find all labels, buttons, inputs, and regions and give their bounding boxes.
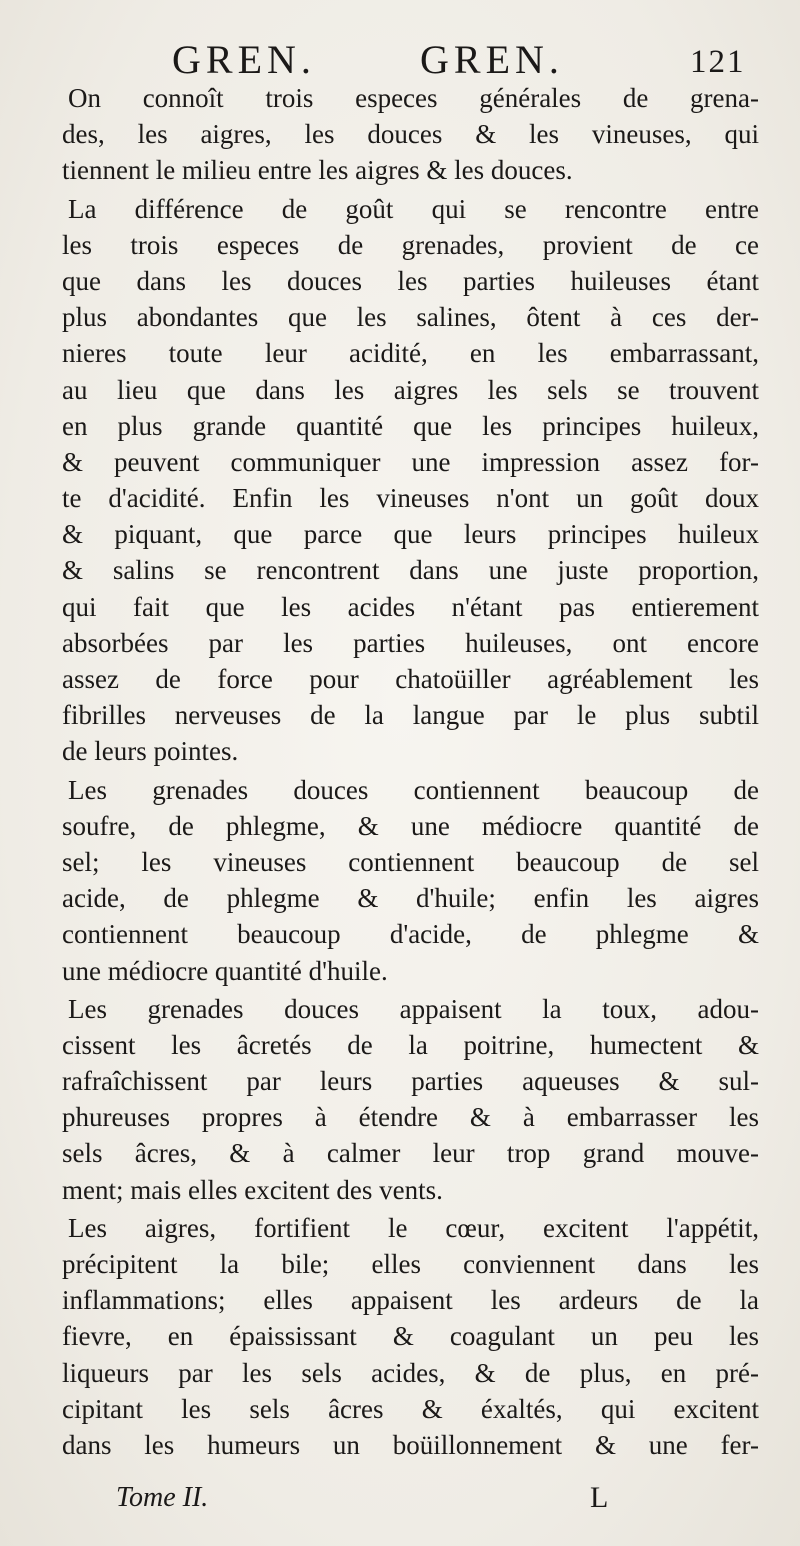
- text-line: liqueurs par les sels acides, & de plus, en pré-: [62, 1357, 759, 1388]
- signature-mark: L: [590, 1481, 609, 1514]
- text-line: Les aigres, fortifient le cœur, excitent l'appétit,: [68, 1212, 759, 1243]
- text-line: une médiocre quantité d'huile.: [62, 955, 388, 986]
- paragraph-species: [62, 80, 759, 189]
- running-head-left: GREN.: [172, 37, 316, 82]
- paragraph-sour-effects: [62, 1210, 759, 1463]
- text-line: en plus grande quantité que les principes huileux,: [62, 410, 759, 441]
- text-line: qui fait que les acides n'étant pas entierement: [62, 591, 759, 622]
- text-line: On connoît trois especes générales de grena-: [68, 83, 759, 113]
- body-text: [62, 80, 759, 1465]
- text-line: acide, de phlegme & d'huile; enfin les aigres: [62, 883, 759, 914]
- text-line: au lieu que dans les aigres les sels se trouvent: [62, 374, 759, 405]
- text-line: sel; les vineuses contiennent beaucoup de sel: [62, 846, 759, 877]
- text-line: de leurs pointes.: [62, 736, 239, 767]
- text-line: précipitent la bile; elles conviennent dans les: [62, 1249, 759, 1279]
- text-line: des, les aigres, les douces & les vineuses, qui: [62, 119, 759, 150]
- text-line: plus abondantes que les salines, ôtent à ces der-: [62, 302, 759, 333]
- page-number: 121: [690, 44, 746, 80]
- running-head-right: GREN.: [420, 37, 564, 82]
- text-line: inflammations; elles appaisent les ardeurs de la: [62, 1285, 759, 1316]
- volume-label: Tome II.: [116, 1482, 209, 1513]
- paragraph-composition: [62, 772, 759, 989]
- text-line: La différence de goût qui se rencontre entre: [68, 193, 759, 224]
- text-line: & salins se rencontrent dans une juste proportion,: [62, 555, 759, 586]
- text-line: fibrilles nerveuses de la langue par le plus subtil: [62, 700, 759, 731]
- text-line: tiennent le milieu entre les aigres & les douces.: [62, 155, 573, 186]
- text-line: ment; mais elles excitent des vents.: [62, 1174, 443, 1205]
- text-line: cipitant les sels âcres & éxaltés, qui excitent: [62, 1393, 759, 1424]
- text-line: que dans les douces les parties huileuses étant: [62, 265, 759, 296]
- text-line: assez de force pour chatoüiller agréablement les: [62, 664, 759, 694]
- text-line: phureuses propres à étendre & à embarrasser les: [62, 1102, 759, 1133]
- text-line: les trois especes de grenades, provient de ce: [62, 229, 759, 260]
- text-line: dans les humeurs un boüillonnement & une fer-: [62, 1429, 759, 1460]
- text-line: soufre, de phlegme, & une médiocre quantité de: [62, 810, 759, 841]
- page-footer: [0, 1478, 800, 1518]
- text-line: nieres toute leur acidité, en les embarrassant,: [62, 338, 759, 369]
- text-line: te d'acidité. Enfin les vineuses n'ont un goût doux: [62, 483, 759, 514]
- text-line: absorbées par les parties huileuses, ont encore: [62, 627, 759, 658]
- text-line: Les grenades douces contiennent beaucoup de: [68, 774, 759, 805]
- paragraph-taste-difference: [62, 191, 759, 770]
- text-line: Les grenades douces appaisent la toux, adou-: [68, 993, 759, 1024]
- paragraph-sweet-effects: [62, 991, 759, 1208]
- text-line: sels âcres, & à calmer leur trop grand mouve-: [62, 1138, 759, 1169]
- text-line: fievre, en épaississant & coagulant un peu les: [62, 1321, 759, 1352]
- text-line: contiennent beaucoup d'acide, de phlegme &: [62, 919, 759, 950]
- text-line: & peuvent communiquer une impression assez for-: [62, 446, 759, 477]
- text-line: & piquant, que parce que leurs principes huileux: [62, 519, 759, 550]
- text-line: rafraîchissent par leurs parties aqueuses & sul-: [62, 1066, 759, 1097]
- text-line: cissent les âcretés de la poitrine, humectent &: [62, 1029, 759, 1060]
